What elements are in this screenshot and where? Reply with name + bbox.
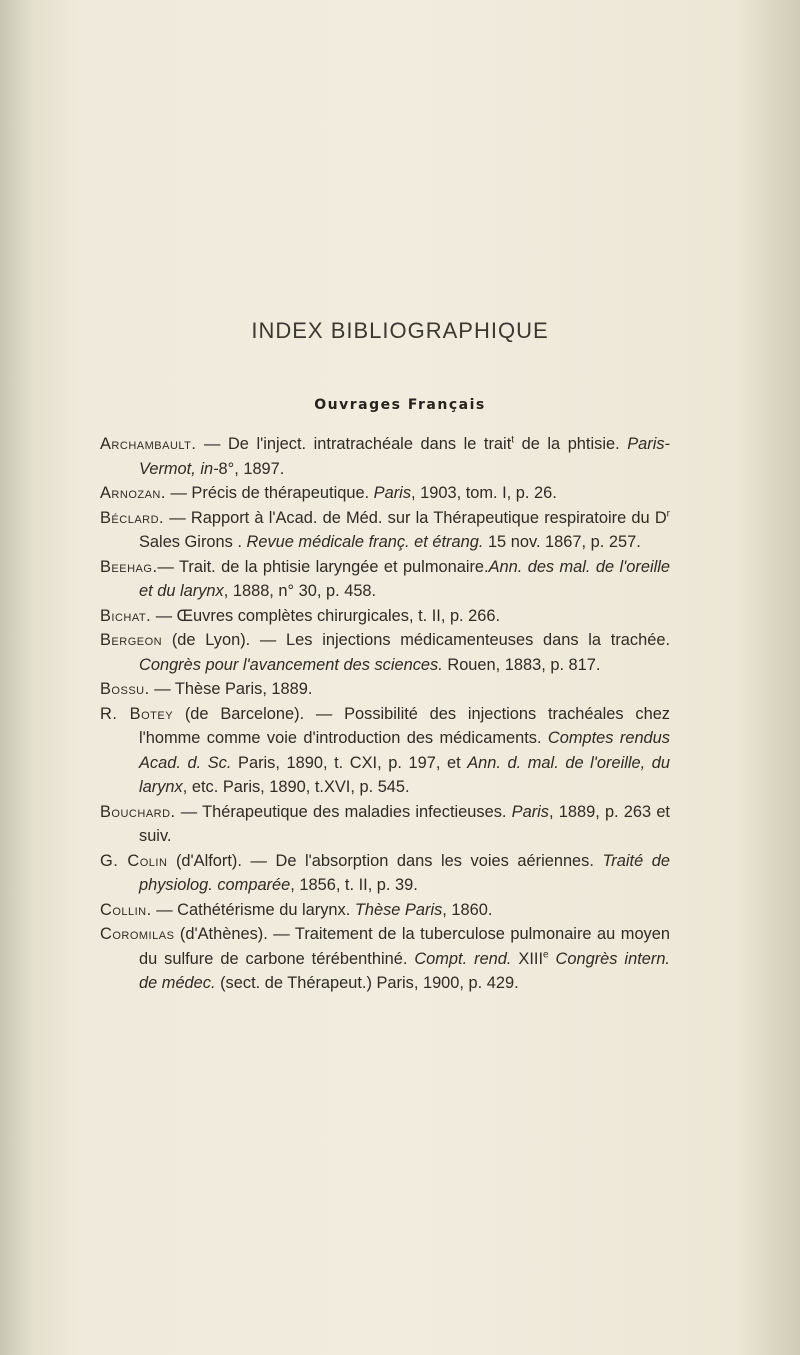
- section-subtitle: Ouvrages Français: [314, 397, 486, 413]
- entry-text: 8°, 1897.: [218, 459, 285, 478]
- entry-text: Paris, 1890, t. CXI, p. 197, et: [231, 753, 468, 772]
- entry-title-italic: Congrès pour l'avancement des sciences.: [139, 655, 443, 674]
- entry-text: Rouen, 1883, p. 817.: [442, 655, 601, 674]
- bibliography-entry: [100, 898, 670, 923]
- entry-text: (d'Athènes). — Traitement de la tuberculose pulmonaire au moyen du sulfure de carbone térébenthiné.: [139, 925, 670, 968]
- entry-title-italic: Ann. des mal. de l'oreille et du larynx: [139, 557, 670, 600]
- bibliography-entry: [100, 604, 670, 629]
- bibliography-entry: [100, 702, 670, 800]
- entry-text: , 1860.: [442, 900, 493, 919]
- entry-text: — Cathétérisme du larynx.: [151, 900, 355, 919]
- entry-author: Archambault.: [100, 435, 197, 453]
- bibliography-entry: [100, 677, 670, 702]
- entry-author: Arnozan.: [100, 484, 166, 502]
- entry-author: Bichat.: [100, 606, 152, 625]
- entry-title-italic: Compt. rend.: [414, 949, 512, 968]
- entry-author: Coromilas: [100, 925, 175, 943]
- page-title: INDEX BIBLIOGRAPHIQUE: [251, 318, 549, 343]
- entry-text: XIII: [511, 949, 544, 968]
- entry-title-italic: Traité de physiolog. comparée: [139, 851, 670, 894]
- entry-author: Béclard.: [100, 508, 165, 527]
- entry-text: (sect. de Thérapeut.) Paris, 1900, p. 429.: [215, 974, 519, 992]
- entry-title-italic: Paris: [511, 802, 549, 821]
- entry-author: Bouchard.: [100, 802, 176, 821]
- entry-author: G. Colin: [100, 851, 168, 870]
- entry-title-italic: Thèse Paris: [354, 900, 443, 919]
- entry-superscript: t: [511, 434, 515, 446]
- entry-title-italic: Paris-Vermot, in-: [139, 435, 670, 478]
- entry-text: — Rapport à l'Acad. de Méd. sur la Thérapeutique respiratoire du D: [164, 508, 667, 527]
- entry-text: (d'Alfort). — De l'absorption dans les voies aériennes.: [167, 851, 603, 870]
- entry-text: — Thérapeutique des maladies infectieuses.: [175, 802, 512, 821]
- entry-title-italic: Ann. d. mal. de l'oreille, du larynx: [139, 753, 671, 796]
- entry-text: — Précis de thérapeutique.: [165, 484, 374, 502]
- entry-author: Beehag.: [100, 557, 158, 576]
- bibliography-entry: [100, 849, 670, 898]
- entry-text: (de Barcelone). — Possibilité des injections trachéales chez l'homme comme voie d'introduction des médicaments.: [139, 704, 671, 747]
- entry-text: [549, 950, 556, 968]
- bibliography-entry: [100, 922, 670, 996]
- entry-title-italic: Congrès intern. de médec.: [139, 949, 670, 992]
- bibliography-entry: [100, 555, 670, 604]
- entry-text: 15 nov. 1867, p. 257.: [483, 533, 641, 551]
- entry-text: (de Lyon). — Les injections médicamenteuses dans la trachée.: [162, 631, 670, 649]
- entry-text: , 1856, t. II, p. 39.: [290, 876, 418, 894]
- entry-text: — Trait. de la phtisie laryngée et pulmonaire.: [157, 557, 489, 576]
- entry-text: — Thèse Paris, 1889.: [149, 680, 313, 698]
- entry-author: Bossu.: [100, 680, 150, 698]
- bibliography-entry: [100, 432, 670, 481]
- entry-title-italic: Revue médicale franç. et étrang.: [246, 533, 484, 551]
- bibliography-list: [100, 432, 670, 996]
- entry-text: — Œuvres complètes chirurgicales, t. II, p. 266.: [151, 606, 501, 625]
- entry-title-italic: Paris: [373, 484, 412, 502]
- entry-text: , 1888, n° 30, p. 458.: [223, 582, 377, 600]
- entry-text: , etc. Paris, 1890, t.XVI, p. 545.: [182, 778, 410, 796]
- entry-author: R. Botey: [100, 704, 174, 723]
- bibliography-entry: [100, 506, 670, 555]
- entry-text: , 1889, p. 263 et suiv.: [139, 802, 670, 845]
- entry-superscript: e: [543, 949, 549, 961]
- bibliography-entry: [100, 800, 670, 849]
- entry-author: Bergeon: [100, 631, 163, 649]
- bibliography-entry: [100, 481, 670, 506]
- bibliography-entry: [100, 628, 670, 677]
- entry-author: Collin.: [100, 900, 152, 919]
- entry-text: Sales Girons .: [139, 533, 247, 551]
- entry-text: de la phtisie.: [514, 435, 628, 453]
- entry-text: , 1903, tom. I, p. 26.: [411, 484, 557, 502]
- entry-superscript: r: [666, 508, 670, 520]
- entry-text: — De l'inject. intratrachéale dans le trait: [196, 435, 512, 453]
- entry-title-italic: Comptes rendus Acad. d. Sc.: [139, 729, 670, 772]
